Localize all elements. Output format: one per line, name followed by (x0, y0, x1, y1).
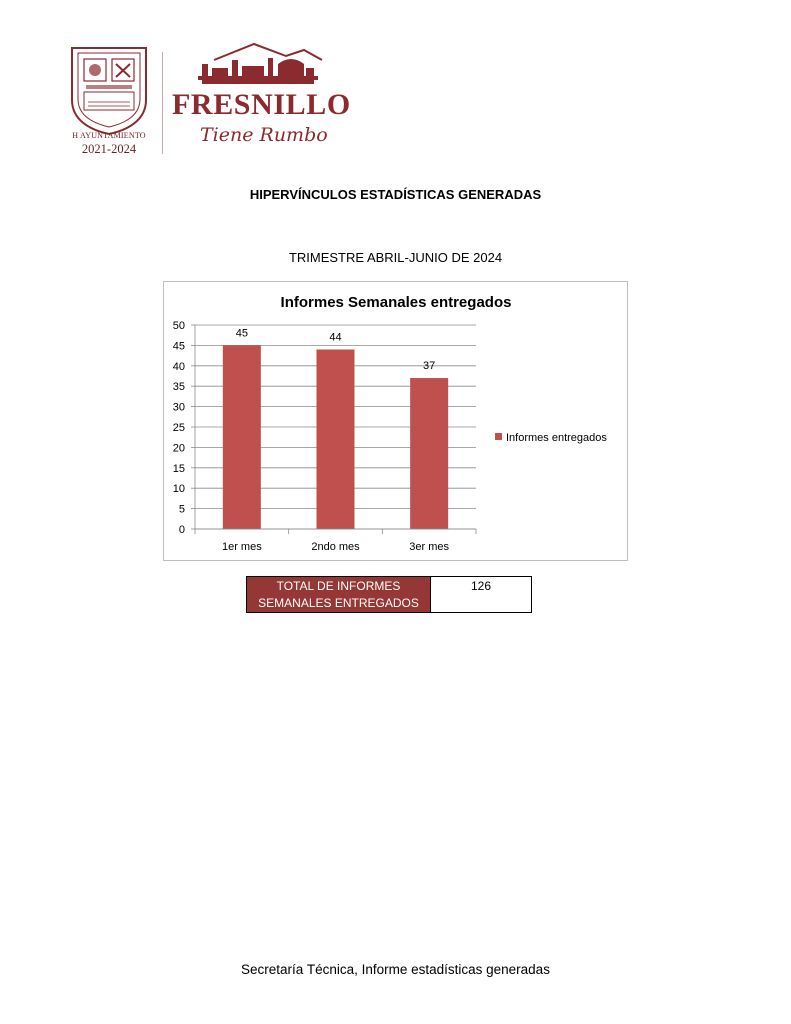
x-tick-label: 1er mes (221, 541, 262, 553)
legend-swatch (495, 433, 502, 440)
bar-3 (410, 378, 448, 529)
bar-1 (223, 345, 261, 529)
data-label: 44 (329, 331, 342, 344)
chart-title: Informes Semanales entregados (280, 294, 512, 311)
bar-chart (163, 281, 628, 561)
brand-tagline: Tiene Rumbo (200, 124, 328, 146)
seal-caption-years: 2021-2024 (81, 142, 137, 156)
y-tick-label: 50 (172, 320, 185, 332)
seal-caption-ayuntamiento: H AYUNTAMIENTO (72, 131, 146, 140)
municipal-seal-logo (62, 42, 156, 158)
total-value-cell: 126 (430, 577, 531, 612)
y-tick-label: 15 (172, 462, 185, 475)
y-tick-label: 20 (172, 442, 185, 455)
brand-name-logo-text: FRESNILLO (172, 88, 351, 121)
header-divider (162, 52, 163, 154)
y-tick-label: 0 (178, 524, 185, 536)
document-subtitle: TRIMESTRE ABRIL-JUNIO DE 2024 (288, 250, 503, 265)
data-label: 37 (423, 360, 436, 373)
y-tick-label: 45 (172, 340, 185, 353)
y-tick-label: 30 (172, 401, 185, 414)
bar-2 (317, 349, 355, 529)
x-tick-label: 3er mes (409, 541, 450, 553)
document-title: HIPERVÍNCULOS ESTADÍSTICAS GENERADAS (249, 187, 542, 202)
legend-label: Informes entregados (506, 432, 607, 444)
total-label-cell: TOTAL DE INFORMES SEMANALES ENTREGADOS (247, 577, 430, 612)
page-footer: Secretaría Técnica, Informe estadísticas generadas (241, 962, 550, 977)
x-tick-label: 2ndo mes (311, 541, 360, 553)
y-tick-label: 25 (172, 422, 185, 434)
data-label: 45 (235, 327, 248, 340)
bar-chart-canvas (164, 282, 627, 560)
y-tick-label: 40 (172, 360, 185, 373)
total-table (246, 576, 532, 613)
y-tick-label: 35 (172, 381, 185, 394)
y-tick-label: 5 (178, 503, 185, 516)
y-tick-label: 10 (172, 483, 185, 496)
